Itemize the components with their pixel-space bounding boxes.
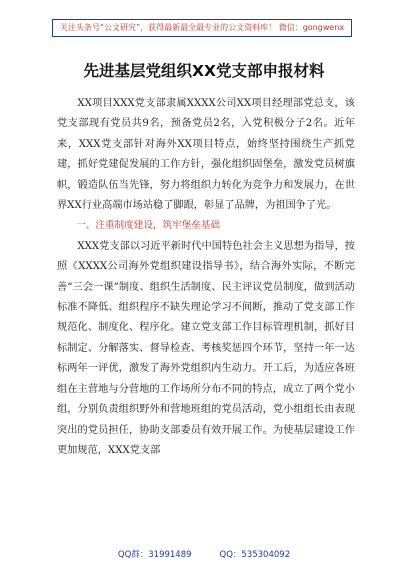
qq-text: QQ：535304092 — [219, 550, 291, 560]
footer-contact — [0, 548, 408, 560]
qq-group-text: QQ群：31991489 — [117, 550, 192, 560]
section-heading: 一、注重制度建设，筑牢堡垒基础 — [76, 220, 221, 232]
section-paragraph: XXX党支部以习近平新时代中国特色社会主义思想为指导，按照《XXXX公司海外党组织建设指导书》，结合海外实际，不断完善“三会一课”制度、组织生活制度、民主评议党员制度，做到活动标准不降低、组织程序不缺失理论学习不间断，推动了党支部工作规范化、制度化、程序化。建立党支部工作目标管理机制，抓好目标制定、分解落实、督导检查、考核奖惩四个环节，坚持一年一达标两年一评优，激发了海外党组织内生动力。开工后，为适应各班组在主营地与分营地的工作场所分布不同的特点，成立了两个党小组，分别负责组织野外和营地班组的党员活动，党小组组长由表现突出的党员担任，协助支部委员有效开展工作。为使基层建设工作更加规范，XXX党支部 — [57, 240, 355, 456]
promo-banner: 关注头条号“公文研究”，获得最新最全最专业的公文资料库！ 微信：gongwenx — [52, 19, 352, 37]
page-title: 先进基层党组织XX党支部申报材料 — [83, 62, 325, 80]
document-body — [57, 94, 355, 461]
intro-paragraph: XX项目XXX党支部隶属XXXX公司XX项目经理部党总支，该党支部现有党员共9名，预备党员2名，入党积极分子2名。近年来，XXX党支部针对海外XX项目特点，始终坚持围绕生产抓党建，抓好党建促发展的工作方针，强化组织固堡垒，激发党员树旗帜，锻造队伍当先锋，努力将组织力转化为竞争力和发展力，在世界XX行业高端市场站稳了脚跟，彰显了品牌，为祖国争了光。 — [57, 98, 355, 212]
